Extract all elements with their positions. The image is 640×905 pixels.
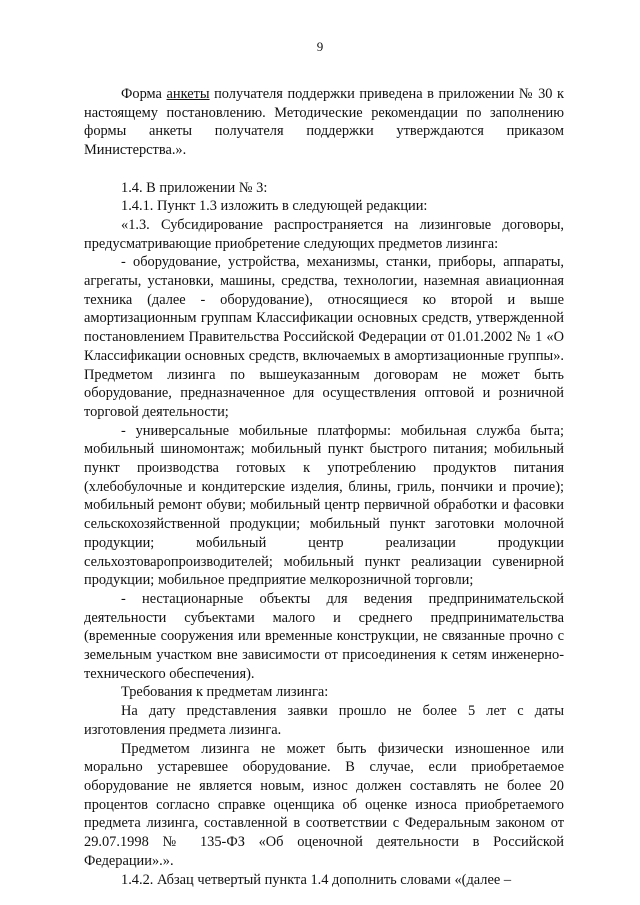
paragraph-questionnaire-form bbox=[84, 85, 564, 160]
paragraph-requirements-heading: Требования к предметам лизинга: bbox=[121, 684, 329, 701]
paragraph-requirement-age: На дату представления заявки прошло не более 5 лет с даты изготовления предмета лизинга. bbox=[84, 703, 564, 738]
paragraph-item-1-4-1: 1.4.1. Пункт 1.3 изложить в следующей редакции: bbox=[121, 198, 428, 215]
paragraph-nonstationary-objects: - нестационарные объекты для ведения предпринимательской деятельности субъектами малого и среднего предпринимательства (временные сооружения или временные конструкции, не связанные прочно с земельным участком вне зависимости от присоединения к сетям инженерно-технического обеспечения). bbox=[84, 590, 564, 682]
paragraph-appendix-3: 1.4. В приложении № 3: bbox=[121, 179, 268, 196]
paragraph-text-start: Форма bbox=[121, 86, 167, 102]
page-number: 9 bbox=[316, 39, 324, 54]
paragraph-equipment: - оборудование, устройства, механизмы, станки, приборы, аппараты, агрегаты, установки, машины, средства, технологии, наземная авиационная техника (далее - оборудование), относящиеся ко второй и выше амортизационным группам Классификации основных средств, утвержденной постановлением Правительства Российской Федерации от 01.01.2002 № 1 «О Классификации основных средств, включаемых в амортизационные группы». Предметом лизинга по вышеуказанным договорам не может быть оборудование, предназначенное для осуществления оптовой и розничной торговой деятельности; bbox=[84, 254, 564, 420]
paragraph-item-1-4-2: 1.4.2. Абзац четвертый пункта 1.4 дополнить словами «(далее – bbox=[121, 871, 512, 888]
paragraph-requirement-wear: Предметом лизинга не может быть физически изношенное или морально устаревшее оборудование. В случае, если приобретаемое оборудование не является новым, износ должен составлять не более 20 процентов согласно справке оценщика об оценке износа приобретаемого предмета лизинга, составленной в соответствии с Федеральным законом от 29.07.1998 № 135-ФЗ «Об оценочной деятельности в Российской Федерации».». bbox=[84, 740, 564, 869]
paragraph-item-1-3: «1.3. Субсидирование распространяется на лизинговые договоры, предусматривающие приобретение следующих предметов лизинга: bbox=[84, 216, 564, 252]
paragraph-mobile-platforms: - универсальные мобильные платформы: мобильная служба быта; мобильный шиномонтаж; мобильный пункт быстрого питания; мобильный пункт производства готовых к употреблению продуктов питания (хлебобулочные и кондитерские изделия, блины, гриль, пончики и прочие); мобильный ремонт обуви; мобильный центр первичной обработки и фасовки сельскохозяйственной продукции; мобильный пункт заготовки молочной продукции; мобильный центр реализации продукции сельхозтоваропроизводителей; мобильный пункт реализации сувенирной продукции; мобильное предприятие мелкорозничной торговли; bbox=[84, 422, 564, 589]
paragraph-text-end: получателя поддержки приведена в приложении № 30 к настоящему постановлению. Методические рекомендации по заполнению формы анкеты получателя поддержки утверждаются приказом Министерства.». bbox=[84, 86, 564, 159]
document-body bbox=[84, 85, 564, 889]
underlined-word: анкеты bbox=[166, 86, 210, 102]
